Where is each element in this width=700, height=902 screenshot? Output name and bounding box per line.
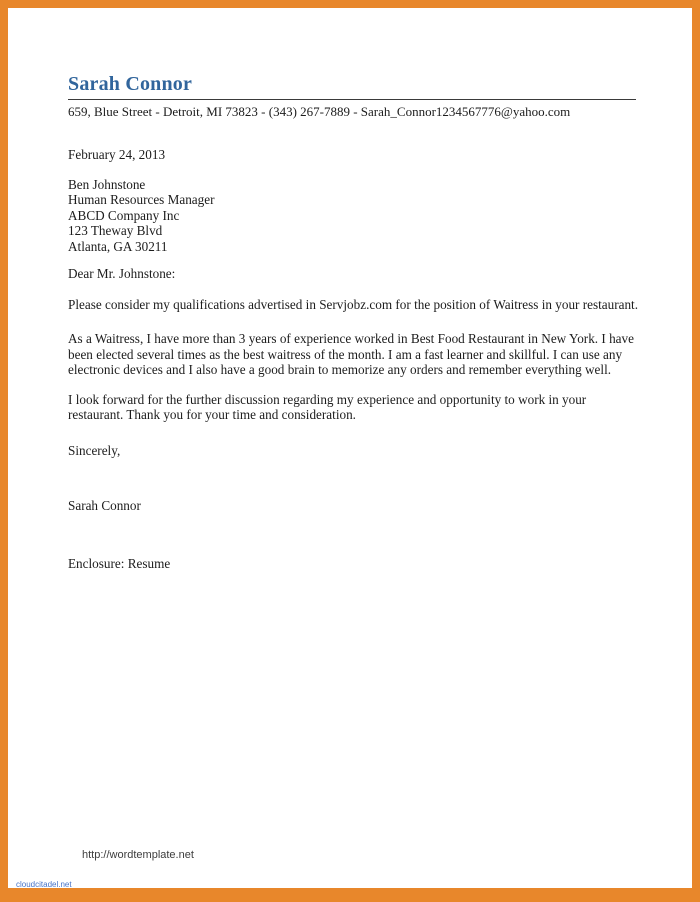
watermark-site-link: cloudcitadel.net (16, 880, 72, 889)
recipient-company: ABCD Company Inc (68, 207, 180, 223)
recipient-address-block (68, 177, 638, 255)
body-paragraph-1: Please consider my qualifications advertised in Servjobz.com for the position of Waitress in your restaurant. (68, 296, 639, 312)
closing-line: Sincerely, (68, 442, 121, 458)
recipient-title: Human Resources Manager (68, 192, 215, 207)
body-paragraph-3: I look forward for the further discussion regarding my experience and opportunity to work in your restaurant. Thank you for your time and consideration. (68, 391, 587, 422)
letter-body (68, 147, 638, 571)
sender-name-heading: Sarah Connor (68, 73, 193, 95)
letter-content (8, 8, 692, 571)
template-source-url: http://wordtemplate.net (82, 849, 194, 861)
sender-contact-line: 659, Blue Street - Detroit, MI 73823 - (343) 267-7889 - Sarah_Connor1234567776@yahoo.com (68, 104, 571, 119)
salutation: Dear Mr. Johnstone: (68, 266, 176, 281)
letter-date: February 24, 2013 (68, 147, 166, 162)
corner-watermark-label: Report (672, 893, 694, 900)
recipient-name: Ben Johnstone (68, 176, 146, 192)
recipient-city: Atlanta, GA 30211 (68, 238, 168, 254)
enclosure-note: Enclosure: Resume (68, 555, 171, 571)
recipient-street: 123 Theway Blvd (68, 223, 163, 238)
body-paragraph-2: As a Waitress, I have more than 3 years of experience worked in Best Food Restaurant in New York. I have been elected several times as the best waitress of the month. I am a fast learner and skillful. I can use any electronic devices and I also have a good brain to memorize any orders and remember everything well. (68, 331, 634, 377)
signature-name: Sarah Connor (68, 498, 141, 513)
header-divider (68, 99, 636, 100)
